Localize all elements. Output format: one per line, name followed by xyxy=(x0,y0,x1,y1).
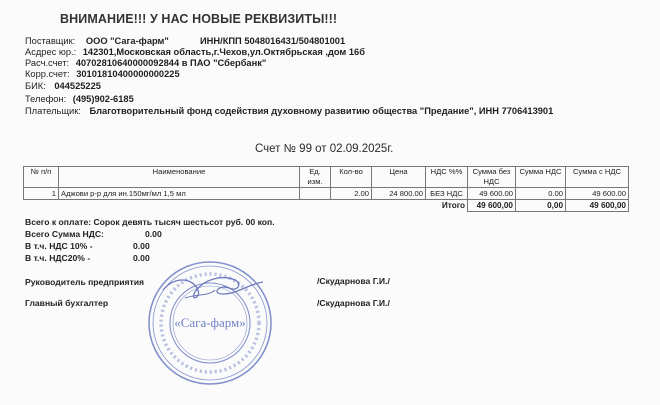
row-vat-sum: 0.00 xyxy=(516,188,566,200)
col-qty-header: Кол-во xyxy=(331,167,372,188)
total-label: Итого xyxy=(441,201,465,211)
company-seal xyxy=(145,258,275,388)
phone-value: (495)902-6185 xyxy=(72,94,134,104)
row-vat-rate: БЕЗ НДС xyxy=(426,188,468,200)
col-vat-sum-header: Сумма НДС xyxy=(516,167,566,188)
payable-text: Всего к оплате: Сорок девять тысяч шестьсот руб. 00 коп. xyxy=(25,217,275,227)
accountant-name: /Скударнова Г.И./ xyxy=(317,298,390,308)
total-vat: 0,00 xyxy=(516,200,566,212)
payer-value: Благотворительный фонд содействия духовному развитию общества "Предание", ИНН 7706413901 xyxy=(89,106,554,116)
table-total-row xyxy=(24,200,629,212)
director-label: Руководитель предприятия xyxy=(25,277,145,287)
total-amount: 49 600,00 xyxy=(468,200,516,212)
address-label: Асдрес юр.: xyxy=(25,47,77,57)
supplier-name: ООО "Сага-фарм" xyxy=(85,36,169,46)
row-unit xyxy=(300,188,331,200)
corr-label: Корр.счет: xyxy=(25,69,70,79)
notice-heading: ВНИМАНИЕ!!! У НАС НОВЫЕ РЕКВИЗИТЫ!!! xyxy=(60,12,338,26)
row-amount: 49 600.00 xyxy=(468,188,516,200)
phone-label: Телефон: xyxy=(25,94,67,104)
account-label: Расч.счет: xyxy=(25,58,70,68)
vat-total-value: 0.00 xyxy=(145,229,162,239)
address-line xyxy=(25,47,365,57)
row-name: Аджови р-р для ин.150мг/мл 1,5 мл xyxy=(59,188,300,200)
col-num-header: № п/п xyxy=(24,167,59,188)
col-price-header: Цена xyxy=(372,167,426,188)
supplier-label: Поставщик: xyxy=(25,36,76,46)
table-row xyxy=(24,188,629,200)
phone-line xyxy=(25,94,134,104)
vat20-label: В т.ч. НДС20% - xyxy=(25,253,91,263)
col-unit-header: Ед. изм. xyxy=(300,167,331,188)
bik-value: 044525225 xyxy=(54,81,101,91)
vat-total-label: Всего Сумма НДС: xyxy=(25,229,104,239)
vat20-line xyxy=(25,253,150,263)
vat10-label: В т.ч. НДС 10% - xyxy=(25,241,93,251)
corr-line xyxy=(25,69,180,79)
col-vat-rate-header: НДС %% xyxy=(426,167,468,188)
vat-total-line xyxy=(25,229,162,239)
bik-line xyxy=(25,81,101,91)
address-value: 142301,Московская область,г.Чехов,ул.Октябрьская ,дом 16б xyxy=(82,47,365,57)
payer-line xyxy=(25,106,553,116)
account-line xyxy=(25,58,266,68)
vat10-line xyxy=(25,241,150,251)
invoice-table xyxy=(23,166,629,212)
supplier-line xyxy=(25,36,346,46)
payer-label: Плательщик: xyxy=(25,106,81,116)
vat20-value: 0.00 xyxy=(133,253,150,263)
bik-label: БИК: xyxy=(25,81,46,91)
inn-kpp: ИНН/КПП 5048016431/504801001 xyxy=(200,36,346,46)
row-qty: 2.00 xyxy=(331,188,372,200)
col-name-header: Наименование xyxy=(59,167,300,188)
corr-value: 30101810400000000225 xyxy=(76,69,180,79)
accountant-label: Главный бухгалтер xyxy=(25,298,109,308)
row-num: 1 xyxy=(24,188,59,200)
vat10-value: 0.00 xyxy=(133,241,150,251)
col-amount-header: Сумма без НДС xyxy=(468,167,516,188)
seal-center-text: «Сага-фарм» xyxy=(174,315,246,330)
director-name: /Скударнова Г.И./ xyxy=(317,276,390,286)
total-with-vat: 49 600,00 xyxy=(566,200,629,212)
invoice-title: Счет № 99 от 02.09.2025г. xyxy=(255,143,394,155)
row-price: 24 800.00 xyxy=(372,188,426,200)
row-total: 49 600.00 xyxy=(566,188,629,200)
col-total-header: Сумма с НДС xyxy=(566,167,629,188)
account-value: 40702810640000092844 в ПАО "Сбербанк" xyxy=(75,58,267,68)
table-header-row xyxy=(24,167,629,188)
